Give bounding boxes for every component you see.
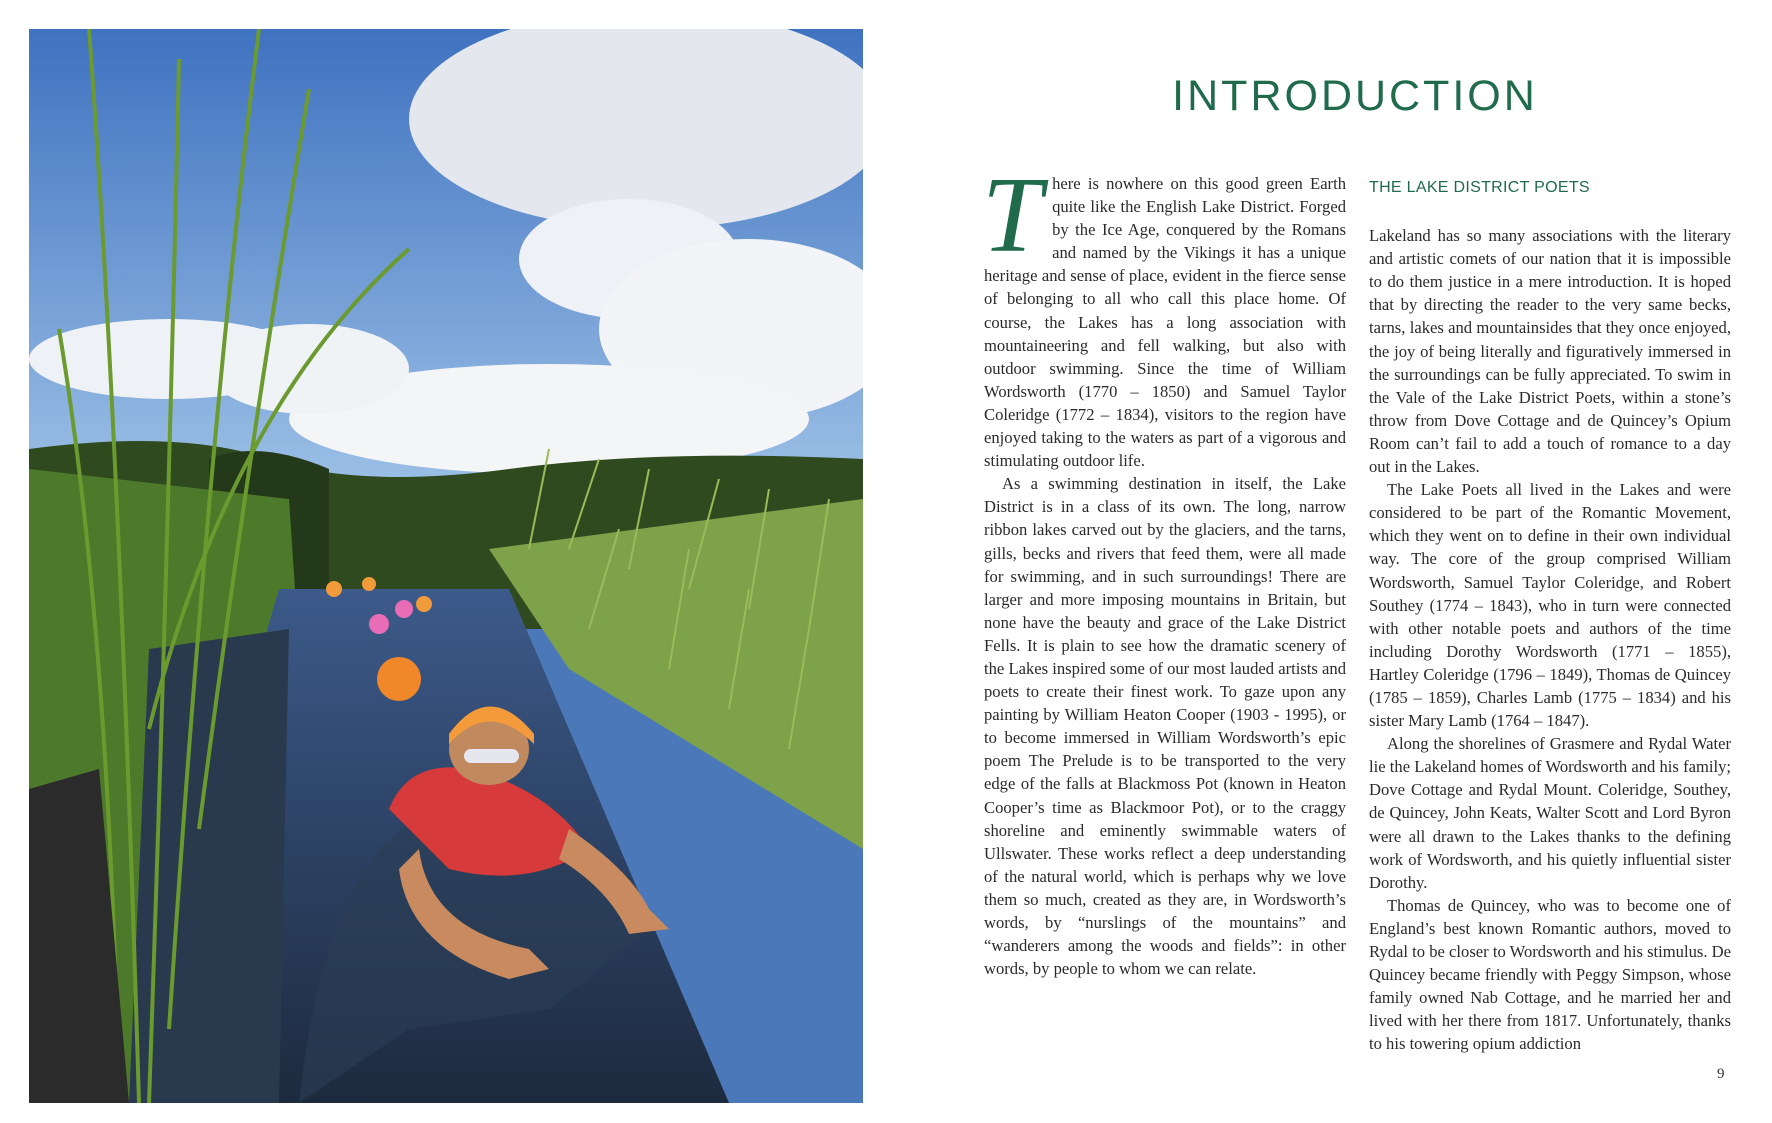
paragraph-6: Thomas de Quincey, who was to become one of England’s best known Romantic authors, moved to Rydal to be closer to Wordsworth and his stimulus. De Quincey became friendly with Peggy Simpson, whose family owned Nab Cottage, and he married her and lived with her there from 1817. Unfortunately, thanks to his towering opium addiction <box>1369 895 1731 1054</box>
paragraph-2: As a swimming destination in itself, the Lake District is in a class of its own. The long, narrow ribbon lakes carved out by the glaciers, and the tarns, gills, becks and rivers that feed them, were all made for swimming, and in such surroundings! There are larger and more imposing mountains in Britain, but none have the beauty and grace of the Lake District Fells. It is plain to see how the dramatic scenery of the Lakes inspired some of our most lauded artists and poets to create their finest work. To gaze upon any painting by William Heaton Cooper (1903 - 1995), or to become immersed in William Wordsworth’s epic poem The Prelude is to be transported to the very edge of the falls at Blackmoss Pot (known in Heaton Cooper’s time as Blackmoor Pot), or to the craggy shoreline and eminently swimmable waters of Ullswater. These works reflect a deep understanding of the natural world, which is perhaps why we love them so much, created as they are, in Wordsworth’s words, by “nurslings of the mountains” and “wanderers among the woods and fields”: in other words, by people to whom we can relate. <box>984 474 1346 979</box>
page-title: INTRODUCTION <box>1172 72 1538 120</box>
paragraph-1-text: here is nowhere on this good green Earth quite like the English Lake District. Forged by the Ice Age, conquered by the Romans and named by the Vikings it has a unique heritage and sense of place, evident in the fierce sense of belonging to all who call this place home. Of course, the Lakes has a long association with mountaineering and fell walking, but also with outdoor swimming. Since the time of William Wordsworth (1770 – 1850) and Samuel Taylor Coleridge (1772 – 1834), visitors to the region have enjoyed taking to the waters as part of a vigorous and stimulating outdoor life. <box>984 174 1346 471</box>
page-number: 9 <box>1717 1066 1725 1082</box>
right-text-column <box>1369 172 1731 1055</box>
subheading: THE LAKE DISTRICT POETS <box>1369 179 1590 196</box>
drop-cap: T <box>982 156 1043 275</box>
paragraph-4: The Lake Poets all lived in the Lakes and were considered to be part of the Romantic Movement, which they went on to define in their own individual way. The core of the group comprised William Wordsworth, Samuel Taylor Coleridge, and Robert Southey (1774 – 1843), who in turn were connected with other notable poets and authors of the time including Dorothy Wordsworth (1771 – 1855), Hartley Coleridge (1796 – 1849), Thomas de Quincey (1785 – 1859), Charles Lamb (1775 – 1834) and his sister Mary Lamb (1764 – 1847). <box>1369 480 1731 731</box>
swimmers-photo <box>29 29 863 1103</box>
paragraph-3: Lakeland has so many associations with the literary and artistic comets of our nation that it is impossible to do them justice in a mere introduction. It is hoped that by directing the reader to the very same becks, tarns, lakes and mountainsides that they once enjoyed, the joy of being literally and figuratively immersed in the surroundings can be fully appreciated. To swim in the Vale of the Lake District Poets, within a stone’s throw from Dove Cottage and de Quincey’s Opium Room can’t fail to add a touch of romance to a day out in the Lakes. <box>1369 226 1731 477</box>
photo-illustration <box>29 29 863 1103</box>
left-text-column <box>982 156 1346 980</box>
paragraph-5: Along the shorelines of Grasmere and Rydal Water lie the Lakeland homes of Wordsworth and his family; Dove Cottage and Rydal Mount. Coleridge, Southey, de Quincey, John Keats, Walter Scott and Lord Byron were all drawn to the Lakes thanks to the defining work of Wordsworth, and his quietly influential sister Dorothy. <box>1369 734 1731 892</box>
paragraph-1 <box>982 156 1346 472</box>
